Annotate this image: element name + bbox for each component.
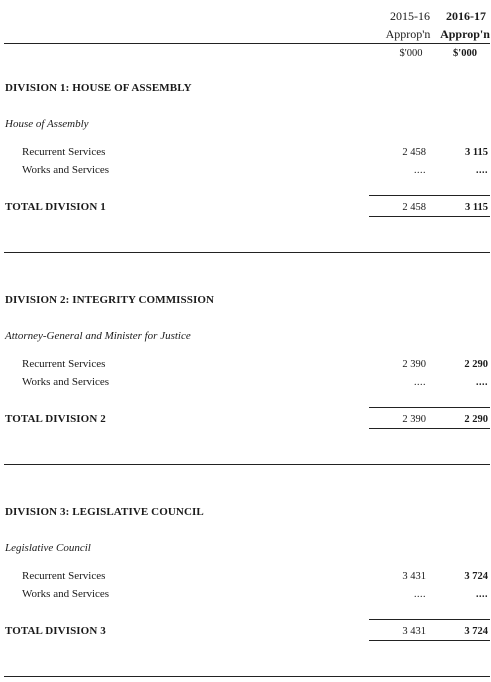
row-value-2015: .... xyxy=(414,377,426,388)
total-value-2016: 2 290 xyxy=(464,414,488,425)
row-value-2016: .... xyxy=(476,165,488,176)
division-title: DIVISION 2: INTEGRITY COMMISSION xyxy=(5,294,215,306)
row-value-2015: .... xyxy=(414,165,426,176)
total-label: TOTAL DIVISION 1 xyxy=(5,201,106,213)
col2-label: Approp'n xyxy=(440,27,490,41)
total-value-2016: 3 115 xyxy=(464,202,488,213)
total-label: TOTAL DIVISION 3 xyxy=(5,625,106,637)
agency-name: Attorney-General and Minister for Justice xyxy=(5,330,191,342)
division-separator xyxy=(4,676,490,677)
total-value-2015: 2 458 xyxy=(402,202,426,213)
row-label: Recurrent Services xyxy=(22,358,106,370)
total-value-2015: 2 390 xyxy=(402,414,426,425)
row-value-2016: 3 724 xyxy=(464,571,488,582)
row-label: Recurrent Services xyxy=(22,570,106,582)
row-label: Works and Services xyxy=(22,588,110,600)
row-value-2015: 3 431 xyxy=(402,571,426,582)
row-label: Recurrent Services xyxy=(22,146,106,158)
col1-year: 2015-16 xyxy=(390,9,430,23)
division-separator xyxy=(4,464,490,465)
row-value-2015: .... xyxy=(414,589,426,600)
col2-year: 2016-17 xyxy=(446,9,486,23)
division-title: DIVISION 3: LEGISLATIVE COUNCIL xyxy=(5,506,204,518)
row-value-2016: .... xyxy=(476,377,488,388)
total-label: TOTAL DIVISION 2 xyxy=(5,413,106,425)
total-rule-bottom xyxy=(369,428,490,429)
row-label: Works and Services xyxy=(22,376,110,388)
header-rule xyxy=(4,43,490,44)
row-value-2016: 3 115 xyxy=(464,147,488,158)
row-label: Works and Services xyxy=(22,164,110,176)
division-title: DIVISION 1: HOUSE OF ASSEMBLY xyxy=(5,82,192,94)
col1-label: Approp'n xyxy=(385,27,431,41)
total-value-2015: 3 431 xyxy=(402,626,426,637)
total-value-2016: 3 724 xyxy=(464,626,488,637)
row-value-2016: .... xyxy=(476,589,488,600)
total-rule-top xyxy=(369,619,490,620)
row-value-2016: 2 290 xyxy=(464,359,488,370)
division-separator xyxy=(4,252,490,253)
total-rule-bottom xyxy=(369,640,490,641)
agency-name: House of Assembly xyxy=(5,118,89,130)
col2-unit: $'000 xyxy=(453,48,477,59)
total-rule-bottom xyxy=(369,216,490,217)
total-rule-top xyxy=(369,195,490,196)
col1-unit: $'000 xyxy=(399,48,423,59)
row-value-2015: 2 458 xyxy=(402,147,426,158)
total-rule-top xyxy=(369,407,490,408)
row-value-2015: 2 390 xyxy=(402,359,426,370)
agency-name: Legislative Council xyxy=(5,542,91,554)
